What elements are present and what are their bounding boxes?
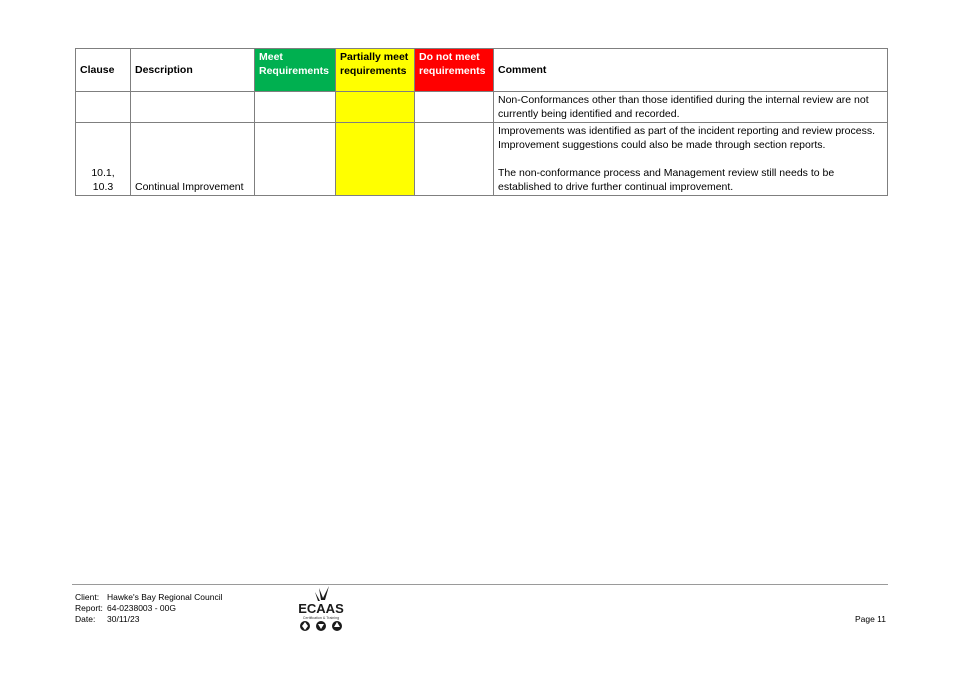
cell-comment xyxy=(494,123,888,196)
cell-comment xyxy=(494,92,888,123)
cell-clause: 10.1, 10.3 xyxy=(76,123,131,196)
date-value: 30/11/23 xyxy=(107,614,140,624)
client-label: Client: xyxy=(75,592,100,602)
header-partially-meet: Partially meet requirements xyxy=(336,49,415,92)
comment-spacer xyxy=(498,152,883,166)
header-do-not-meet: Do not meet requirements xyxy=(415,49,494,92)
cell-do-not-meet xyxy=(415,123,494,196)
comment-paragraph: Improvements was identified as part of the incident reporting and review process. xyxy=(498,125,876,137)
cell-partially-meet xyxy=(336,92,415,123)
cell-clause xyxy=(76,92,131,123)
logo-subtext: Certification & Training xyxy=(302,616,340,620)
footer-client-row xyxy=(75,592,223,603)
footer-divider xyxy=(72,584,888,585)
comment-paragraph: The non-conformance process and Management review still needs to be established to drive further continual improvement. xyxy=(498,167,835,193)
cell-description xyxy=(131,92,255,123)
client-value: Hawke's Bay Regional Council xyxy=(107,592,223,602)
cell-meet xyxy=(255,92,336,123)
cell-do-not-meet xyxy=(415,92,494,123)
report-label: Report: xyxy=(75,603,103,613)
comment-paragraph: Non-Conformances other than those identified during the internal review are not currently being identified and recorded. xyxy=(498,94,869,120)
footer-date-row xyxy=(75,614,223,625)
header-comment: Comment xyxy=(494,49,888,92)
footer-report-row xyxy=(75,603,223,614)
cell-meet xyxy=(255,123,336,196)
footer-info xyxy=(75,592,223,625)
ecaas-logo xyxy=(293,586,349,634)
header-description: Description xyxy=(131,49,255,92)
header-meet-requirements: Meet Requirements xyxy=(255,49,336,92)
cell-partially-meet xyxy=(336,123,415,196)
cell-description: Continual Improvement xyxy=(131,123,255,196)
logo-wordmark: ECAAS xyxy=(298,601,344,616)
header-clause: Clause xyxy=(76,49,131,92)
audit-table xyxy=(75,48,888,196)
table-row xyxy=(76,92,888,123)
page-number: Page 11 xyxy=(854,614,886,624)
table-row xyxy=(76,123,888,196)
table-header-row xyxy=(76,49,888,92)
comment-paragraph: Improvement suggestions could also be made through section reports. xyxy=(498,139,826,151)
report-value: 64-0238003 - 00G xyxy=(107,603,176,613)
date-label: Date: xyxy=(75,614,96,624)
